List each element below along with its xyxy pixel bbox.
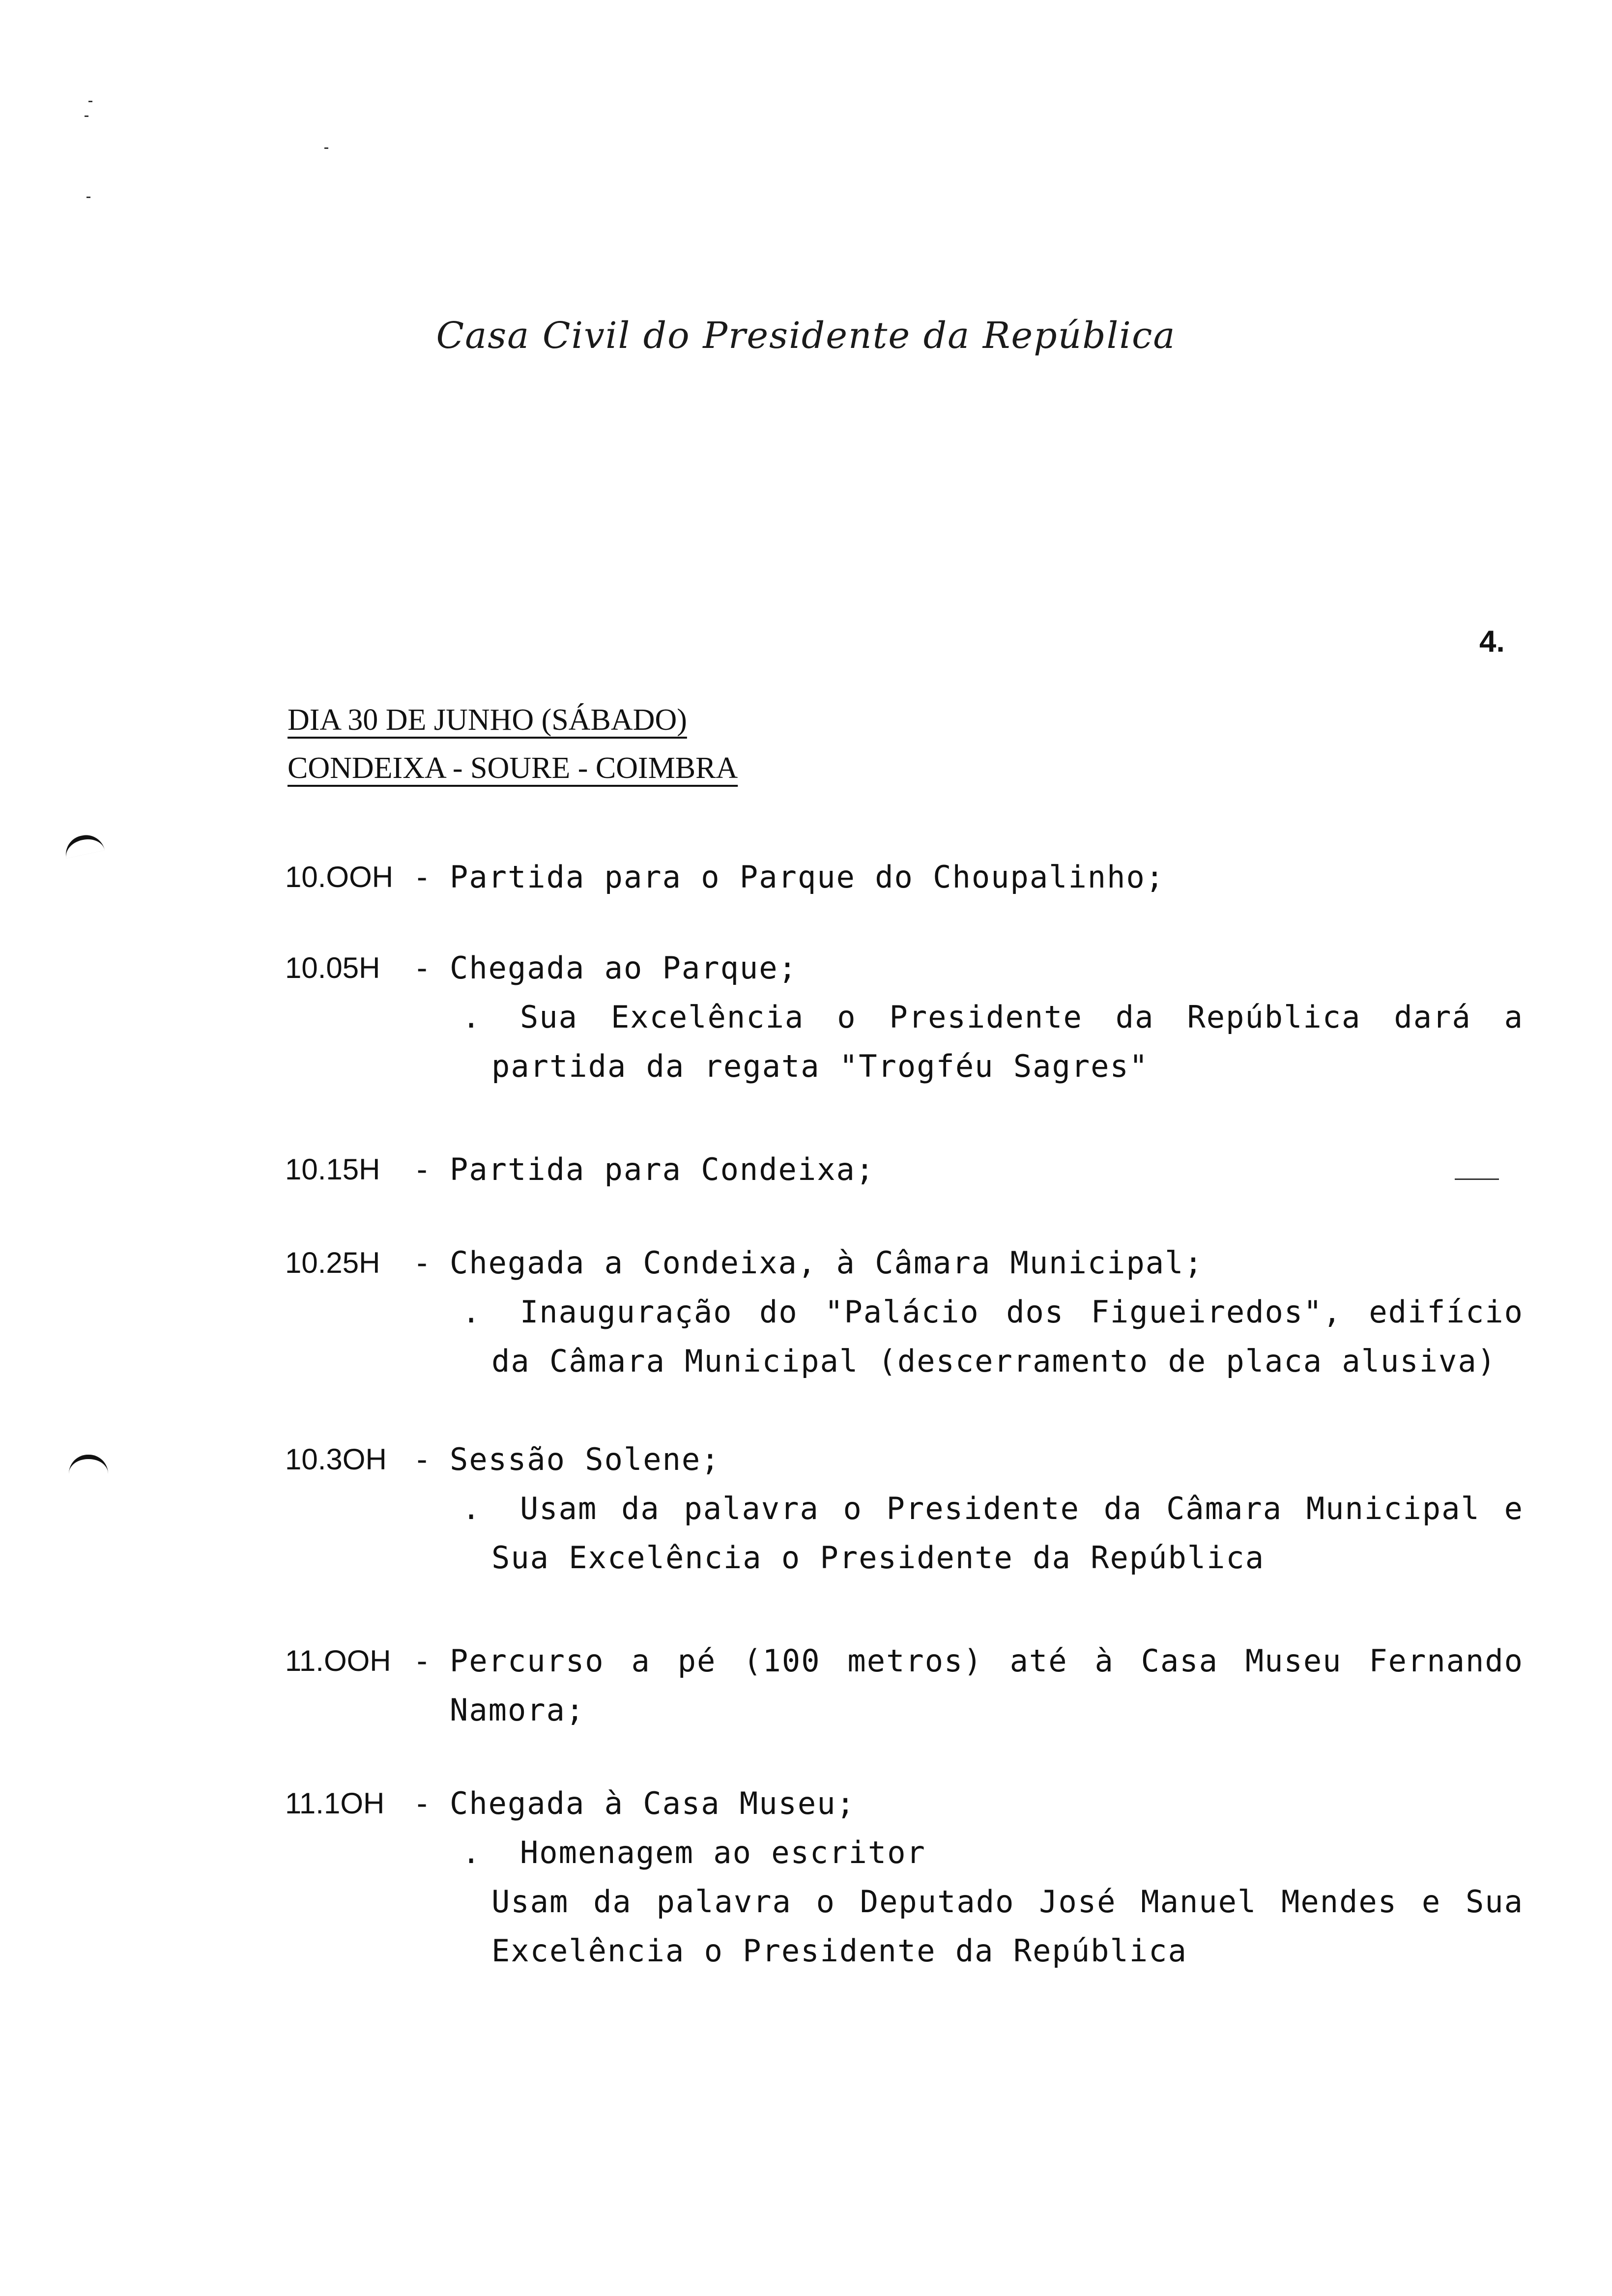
word: Figueiredos",	[1091, 1294, 1342, 1330]
word: Municipal	[1306, 1491, 1480, 1526]
schedule-entry	[285, 1435, 1524, 1582]
word: Museu	[1245, 1643, 1342, 1679]
word: a	[1504, 999, 1524, 1035]
bullet: . Usam	[462, 1491, 598, 1526]
letterhead: Casa Civil do Presidente da República	[436, 315, 1176, 357]
word: edifício	[1369, 1294, 1524, 1330]
entry-description: Chegada a Condeixa, à Câmara Municipal;	[450, 1245, 1204, 1281]
word: Sua	[1465, 1884, 1524, 1920]
word: Excelência	[610, 999, 805, 1035]
word: Usam	[491, 1884, 569, 1920]
entry-sub-continuation: da Câmara Municipal (descerramento de placa alusiva)	[491, 1343, 1497, 1379]
entry-sub-continuation: Sua Excelência o Presidente da República	[491, 1540, 1265, 1576]
entry-time: 10.3OH	[285, 1443, 387, 1476]
word: e	[1504, 1491, 1524, 1526]
entry-time: 10.25H	[285, 1246, 380, 1279]
entry-time: 11.OOH	[285, 1644, 391, 1677]
entry-dash: -	[413, 859, 432, 895]
entry-dash: -	[413, 1151, 432, 1187]
word: Mendes	[1281, 1884, 1398, 1920]
page-number: 4.	[1479, 625, 1505, 659]
entry-dash: -	[413, 1643, 432, 1679]
entry-sub-continuation: partida da regata "Trogféu Sagres"	[491, 1048, 1149, 1084]
entry-description: Partida para Condeixa;	[450, 1151, 875, 1187]
schedule-entry	[285, 1779, 1524, 1976]
schedule-entry	[285, 1145, 1524, 1194]
word: pé	[677, 1643, 717, 1679]
word: da	[621, 1491, 660, 1526]
entry-time: 10.15H	[285, 1153, 380, 1186]
word: do	[759, 1294, 798, 1330]
word: o	[837, 999, 857, 1035]
word: José	[1039, 1884, 1117, 1920]
word: Deputado	[860, 1884, 1015, 1920]
entry-sub-line	[462, 1484, 1524, 1533]
entry-main-line	[285, 1238, 1524, 1288]
word: dos	[1006, 1294, 1065, 1330]
word: palavra	[656, 1884, 792, 1920]
entry-dash: -	[413, 950, 432, 986]
entry-description: Partida para o Parque do Choupalinho;	[450, 859, 1165, 895]
entry-sub-continuation: Excelência o Presidente da República	[491, 1933, 1187, 1969]
word: o	[843, 1491, 863, 1526]
schedule-entry	[285, 1636, 1524, 1735]
word: o	[816, 1884, 835, 1920]
word: à	[1094, 1643, 1114, 1679]
word: Casa	[1141, 1643, 1218, 1679]
entry-sub-line	[462, 1288, 1524, 1337]
entry-time: 11.1OH	[285, 1787, 385, 1820]
bullet: .	[462, 1835, 482, 1870]
word: palavra	[684, 1491, 819, 1526]
word: a	[631, 1643, 651, 1679]
entry-time: 10.OOH	[285, 861, 394, 893]
word: República	[1187, 999, 1361, 1035]
schedule-entry	[285, 1238, 1524, 1386]
entry-main-line	[285, 853, 1524, 902]
word: da	[1103, 1491, 1143, 1526]
entry-sub-line	[491, 1877, 1524, 1926]
entry-description	[450, 1636, 1524, 1686]
word: Percurso	[450, 1643, 604, 1679]
scan-speck	[86, 197, 90, 198]
route-heading: CONDEIXA - SOURE - COIMBRA	[288, 751, 738, 785]
entry-sub-text: Homenagem ao escritor	[519, 1835, 926, 1870]
bullet: . Inauguração	[462, 1294, 733, 1330]
word: até	[1009, 1643, 1068, 1679]
schedule-entry	[285, 853, 1524, 902]
entry-main-line	[285, 1779, 1524, 1828]
entry-description: Chegada à Casa Museu;	[450, 1785, 856, 1821]
schedule-entry	[285, 944, 1524, 1091]
word: (100	[743, 1643, 821, 1679]
entry-description-continuation: Namora;	[450, 1692, 585, 1728]
entry-dash: -	[413, 1245, 432, 1281]
word: Câmara	[1166, 1491, 1283, 1526]
word: Manuel	[1141, 1884, 1257, 1920]
entry-dash: -	[413, 1441, 432, 1477]
entry-main-line	[285, 1145, 1524, 1194]
punch-hole-mark	[69, 1455, 108, 1474]
entry-main-line	[285, 944, 1524, 993]
bullet: . Sua	[462, 999, 578, 1035]
word: metros)	[847, 1643, 983, 1679]
entry-description: Sessão Solene;	[450, 1441, 720, 1477]
entry-sub-line	[462, 1828, 1524, 1877]
scan-speck	[85, 115, 88, 117]
scan-speck	[88, 101, 92, 102]
margin-rule-mark	[1455, 1178, 1499, 1180]
entry-description: Chegada ao Parque;	[450, 950, 798, 986]
word: "Palácio	[825, 1294, 979, 1330]
word: da	[593, 1884, 632, 1920]
word: Fernando	[1369, 1643, 1524, 1679]
entry-main-line	[285, 1435, 1524, 1484]
word: Presidente	[889, 999, 1083, 1035]
scan-speck	[324, 147, 328, 149]
word: e	[1421, 1884, 1441, 1920]
word: da	[1115, 999, 1154, 1035]
entry-time: 10.05H	[285, 951, 380, 984]
word: dará	[1394, 999, 1471, 1035]
entry-dash: -	[413, 1785, 432, 1821]
punch-hole-mark	[62, 832, 105, 859]
word: Presidente	[886, 1491, 1080, 1526]
entry-sub-line	[462, 993, 1524, 1042]
entry-main-line	[285, 1636, 1524, 1686]
date-heading: DIA 30 DE JUNHO (SÁBADO)	[288, 703, 687, 737]
